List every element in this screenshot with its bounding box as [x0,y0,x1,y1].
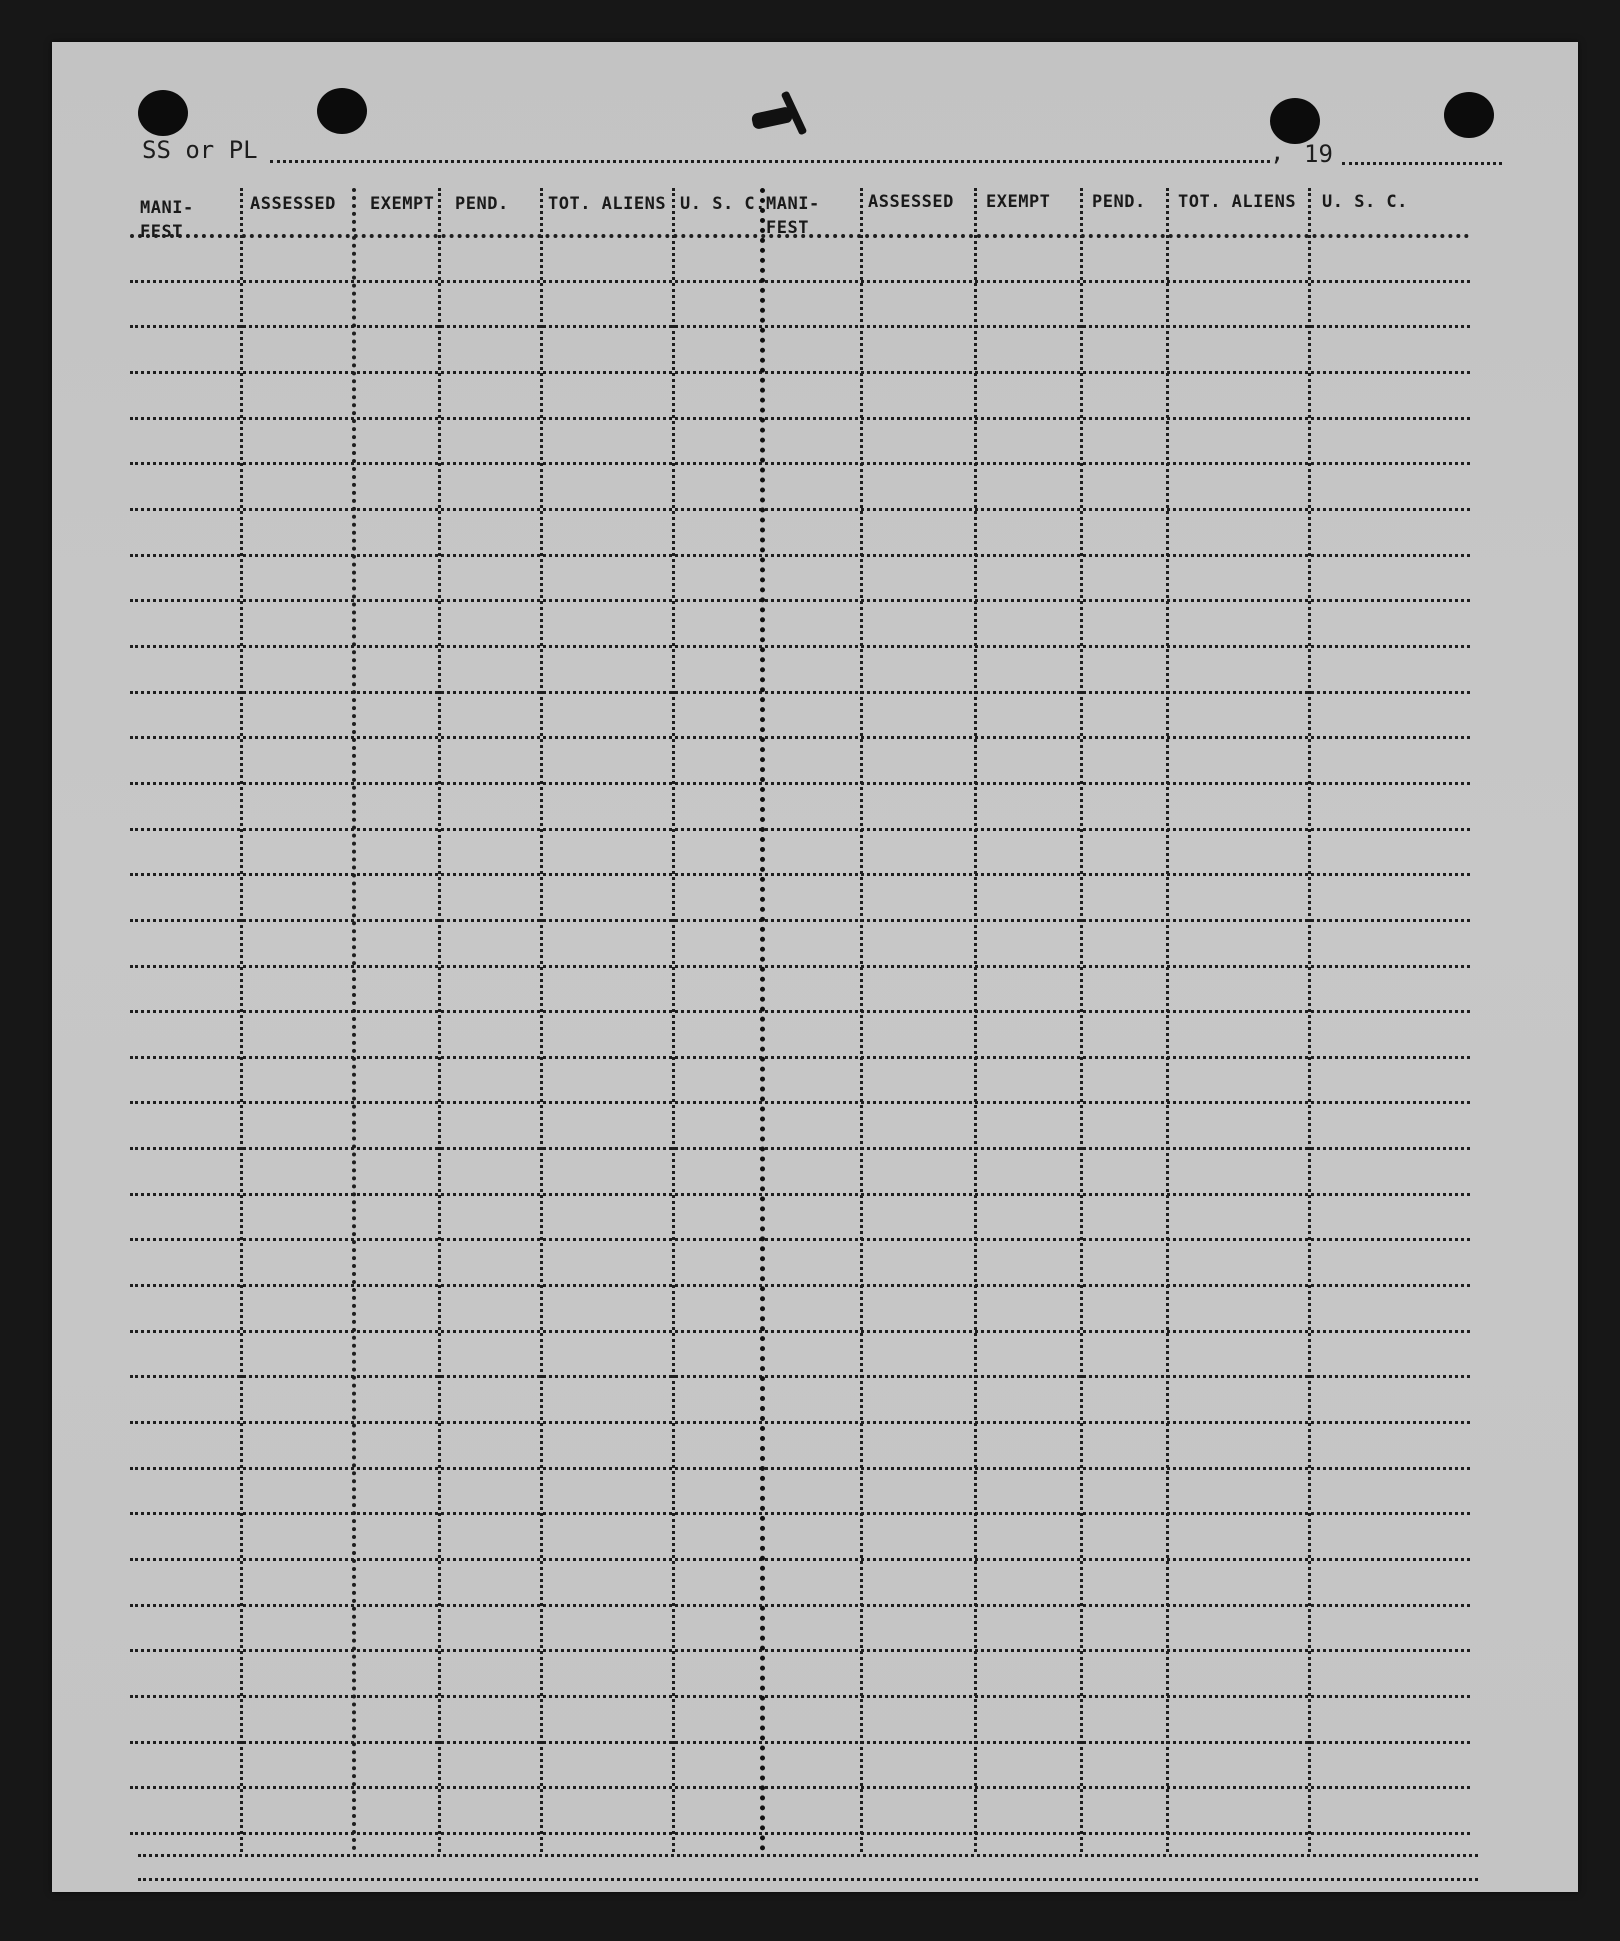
year-prefix: 19 [1304,140,1333,168]
column-rule [760,188,765,1852]
col-header-line: FEST [766,218,809,238]
col-header-manifest-right [766,192,820,240]
row-rule [130,508,1470,511]
col-header-pend-left: PEND. [455,194,509,214]
column-rule [540,188,543,1852]
row-rule [130,280,1470,283]
column-rule [352,188,356,1852]
col-header-usc-left: U. S. C. [680,194,766,214]
col-header-tot-aliens-left: TOT. ALIENS [548,194,667,214]
column-rule [974,188,977,1852]
row-rule [138,1854,1478,1857]
row-rule [130,1193,1470,1196]
row-rule [138,1878,1478,1881]
row-rule [130,1056,1470,1059]
col-header-exempt-right: EXEMPT [986,192,1051,212]
form-sheet [52,42,1578,1892]
row-rule [130,1512,1470,1515]
row-rule [130,234,1470,238]
column-rule [1308,188,1311,1852]
punch-hole [138,90,188,136]
row-rule [130,1649,1470,1652]
column-rule [1166,188,1169,1852]
row-rule [130,782,1470,785]
row-rule [130,1558,1470,1561]
column-rule [438,188,441,1852]
row-rule [130,1284,1470,1287]
row-rule [130,1330,1470,1333]
row-rule [130,1101,1470,1104]
row-rule [130,965,1470,968]
col-header-pend-right: PEND. [1092,192,1146,212]
row-rule [130,554,1470,557]
row-rule [130,1010,1470,1013]
col-header-usc-right: U. S. C. [1322,192,1408,212]
row-rule [130,417,1470,420]
ss-or-pl-label: SS or PL [142,136,258,164]
ss-or-pl-line [270,160,1270,163]
row-rule [130,873,1470,876]
row-rule [130,325,1470,328]
row-rule [130,1695,1470,1698]
row-rule [130,691,1470,694]
handwritten-mark [751,106,793,130]
row-rule [130,1421,1470,1424]
row-rule [130,736,1470,739]
row-rule [130,371,1470,374]
column-rule [860,188,863,1852]
row-rule [130,1604,1470,1607]
row-rule [130,1467,1470,1470]
col-header-assessed-left: ASSESSED [250,194,336,214]
column-rule [672,188,675,1852]
col-header-line: MANI- [140,198,194,218]
row-rule [130,1147,1470,1150]
col-header-line: FEST [140,222,183,242]
punch-hole [1444,92,1494,138]
row-rule [130,645,1470,648]
row-rule [130,1375,1470,1378]
row-rule [130,828,1470,831]
col-header-assessed-right: ASSESSED [868,192,954,212]
row-rule [130,1786,1470,1789]
year-line [1342,162,1502,165]
punch-hole [317,88,367,134]
row-rule [130,462,1470,465]
row-rule [130,1832,1470,1835]
row-rule [130,1238,1470,1241]
col-header-exempt-left: EXEMPT [370,194,435,214]
column-rule [240,188,243,1852]
row-rule [130,1741,1470,1744]
date-comma: , [1270,138,1285,166]
col-header-line: MANI- [766,194,820,214]
row-rule [130,919,1470,922]
column-rule [1080,188,1083,1852]
row-rule [130,599,1470,602]
col-header-tot-aliens-right: TOT. ALIENS [1178,192,1297,212]
